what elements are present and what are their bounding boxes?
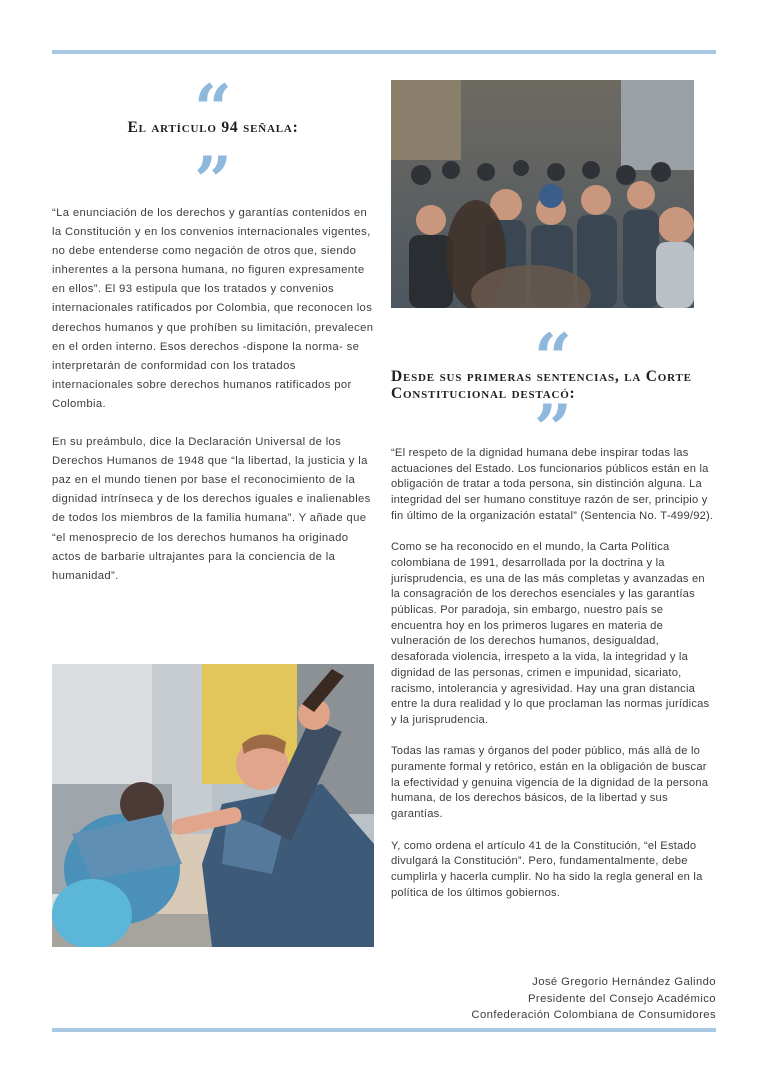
top-divider — [52, 50, 716, 54]
right-paragraph-1: “El respeto de la dignidad humana debe inspirar todas las actuaciones del Estado. Los funcionarios públicos están en la obligación de tratar a toda persona, sin distinción alguna. La integridad del ser humano constituye razón de ser, principio y fin último de la organización estatal” (Sentencia No. T-499/92). — [391, 447, 714, 522]
close-quote-icon-right: ” — [534, 390, 572, 468]
photo-illustration — [52, 664, 374, 947]
right-paragraph-4: Y, como ordena el artículo 41 de la Constitución, “el Estado divulgará la Constitución”. Pero, fundamentalmente, debe cumplirla y hacerla cumplir. No ha sido la regla general en la política de los últimos gobiernos. — [391, 839, 703, 899]
right-paragraph-3: Todas las ramas y órganos del poder público, más allá de lo puramente formal y retórico, están en la obligación de buscar la efectividad y genuina vigencia de la dignidad de la persona humana, de los derechos básicos, de la libertad y sus garantías. — [391, 745, 709, 821]
open-quote-icon: “ — [194, 70, 232, 148]
author-name: José Gregorio Hernández Galindo — [532, 976, 716, 988]
domestic-violence-photo — [52, 664, 374, 947]
left-heading: El artículo 94 señala: — [127, 119, 299, 136]
open-quote-icon-right: “ — [534, 319, 572, 397]
author-organization: Confederación Colombiana de Consumidores — [471, 1009, 716, 1021]
close-quote-icon: ” — [194, 142, 232, 220]
right-heading: Desde sus primeras sentencias, la Corte Constitucional destacó: — [391, 368, 692, 402]
right-body — [391, 446, 717, 917]
bottom-divider — [52, 1028, 716, 1032]
crowd-photo — [391, 80, 694, 308]
right-paragraph-2: Como se ha reconocido en el mundo, la Carta Política colombiana de 1991, desarrollada por la doctrina y la jurisprudencia, es una de las más completas y avanzadas en la consagración de los derechos esenciales y las garantías públicas. Por paradoja, sin embargo, nuestro país se encuentra hoy en los primeros lugares en materia de vulneración de los derechos humanos, desigualdad, desaforada violencia, irrespeto a la vida, la integridad y la dignidad de las personas, crimen e impunidad, sicariato, racismo, intolerancia y agresividad. Hay una gran distancia entre la dura realidad y lo que proclaman las normas jurídicas y la jurisprudencia. — [391, 541, 710, 726]
crowd-illustration — [391, 80, 694, 308]
left-body — [52, 204, 378, 605]
author-role: Presidente del Consejo Académico — [527, 992, 716, 1005]
left-paragraph-2: En su preámbulo, dice la Declaración Universal de los Derechos Humanos de 1948 que “la libertad, la justicia y la paz en el mundo tienen por base el reconocimiento de la dignidad intrínseca y de los derechos iguales e inalienables de todos los miembros de la familia humana”. Y añade que “el menosprecio de los derechos humanos ha originado actos de barbarie ultrajantes para la conciencia de la humanidad”. — [52, 436, 371, 582]
signature-block — [471, 974, 716, 1024]
left-paragraph-1: “La enunciación de los derechos y garantías contenidos en la Constitución y en los convenios internacionales vigentes, no debe entenderse como negación de otros que, siendo inherentes a la persona humana, no figuren expresamente en ellos”. El 93 estipula que los tratados y convenios internacionales ratificados por Colombia, que reconocen los derechos humanos y que prohíben su limitación, prevalecen en el orden interno. Esos derechos -dispone la norma- se interpretarán de conformidad con los tratados internacionales sobre derechos humanos ratificados por Colombia. — [52, 207, 374, 410]
